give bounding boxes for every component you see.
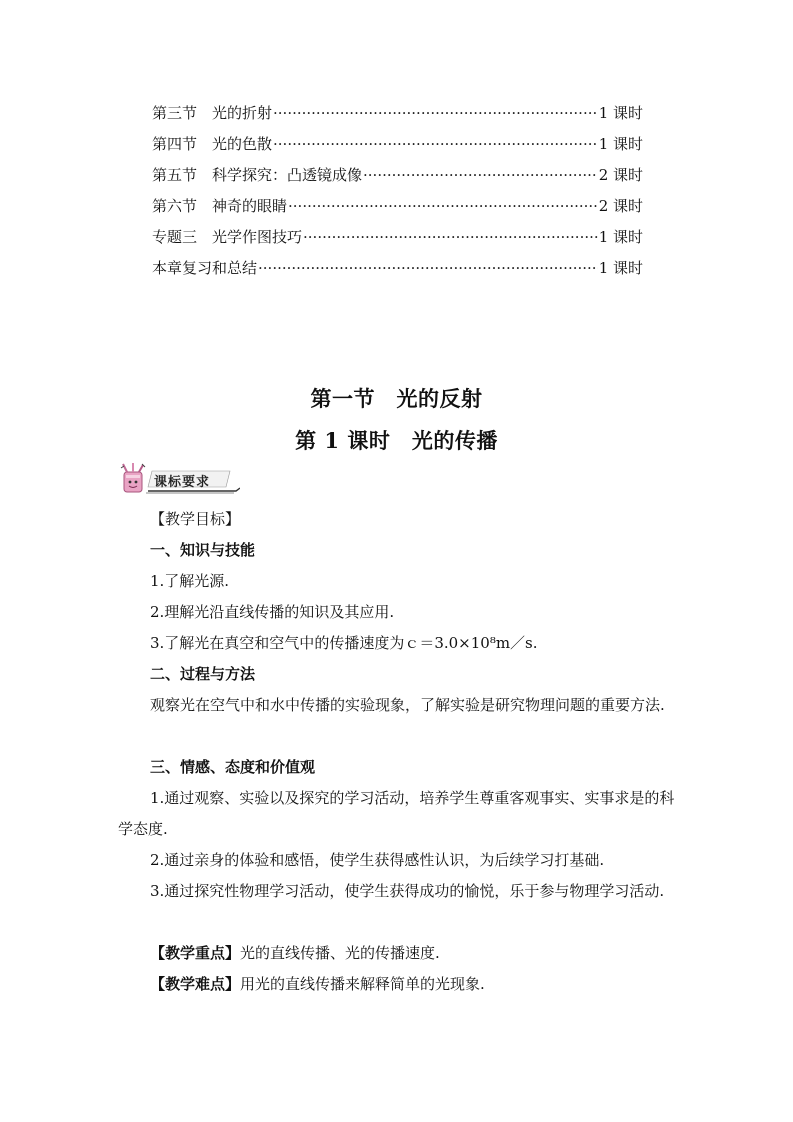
key-point-label: 【教学重点】 (150, 944, 241, 962)
toc-row (152, 253, 643, 284)
toc-leader-dots (363, 160, 598, 191)
difficulty-text: 用光的直线传播来解释简单的光现象. (240, 975, 485, 993)
mascot-icon (121, 463, 145, 492)
list-item: 3.通过探究性物理学习活动，使学生获得成功的愉悦，乐于参与物理学习活动. (150, 882, 665, 900)
toc-hours: 2 课时 (598, 166, 643, 184)
section-title: 第一节 光的反射 (310, 386, 483, 411)
toc-title: 第六节 神奇的眼睛 (152, 197, 288, 215)
toc-title: 本章复习和总结 (152, 259, 258, 277)
part1-heading: 一、知识与技能 (150, 541, 256, 559)
difficulty (118, 969, 678, 1000)
toc-hours: 1 课时 (598, 228, 643, 246)
goals-heading: 【教学目标】 (150, 510, 241, 528)
toc-hours: 1 课时 (598, 259, 643, 277)
key-point (118, 938, 678, 969)
toc-hours: 2 课时 (598, 197, 643, 215)
toc-row (152, 191, 643, 222)
toc-row (152, 98, 643, 129)
banner-label: 课标要求 (154, 475, 211, 490)
toc-row (152, 222, 643, 253)
part2-heading: 二、过程与方法 (150, 665, 256, 683)
list-item: 1.通过观察、实验以及探究的学习活动，培养学生尊重客观事实、实事求是的科学态度. (118, 789, 675, 838)
part2-paragraph: 观察光在空气中和水中传播的实验现象，了解实验是研究物理问题的重要方法. (150, 696, 665, 714)
toc-leader-dots (303, 222, 598, 253)
toc-title: 专题三 光学作图技巧 (152, 228, 303, 246)
toc-title: 第五节 科学探究：凸透镜成像 (152, 166, 363, 184)
list-item: 2.通过亲身的体验和感悟，使学生获得感性认识，为后续学习打基础. (150, 851, 605, 869)
list-item: 2.理解光沿直线传播的知识及其应用. (150, 603, 395, 621)
teaching-goals (118, 504, 678, 1000)
curriculum-banner (118, 462, 240, 496)
toc-leader-dots (273, 129, 598, 160)
part3-heading: 三、情感、态度和价值观 (150, 758, 316, 776)
key-point-text: 光的直线传播、光的传播速度. (240, 944, 440, 962)
toc-row (152, 160, 643, 191)
toc-title: 第四节 光的色散 (152, 135, 273, 153)
toc-title: 第三节 光的折射 (152, 104, 273, 122)
toc-hours: 1 课时 (598, 135, 643, 153)
toc-leader-dots (273, 98, 598, 129)
list-item: 1.了解光源. (150, 572, 230, 590)
table-of-contents (152, 98, 643, 284)
toc-hours: 1 课时 (598, 104, 643, 122)
toc-leader-dots (288, 191, 598, 222)
toc-row (152, 129, 643, 160)
difficulty-label: 【教学难点】 (150, 975, 241, 993)
toc-leader-dots (258, 253, 598, 284)
list-item: 3.了解光在真空和空气中的传播速度为ｃ＝3.0×10⁸m／s. (150, 634, 538, 652)
lesson-title: 第 1 课时 光的传播 (295, 428, 498, 453)
